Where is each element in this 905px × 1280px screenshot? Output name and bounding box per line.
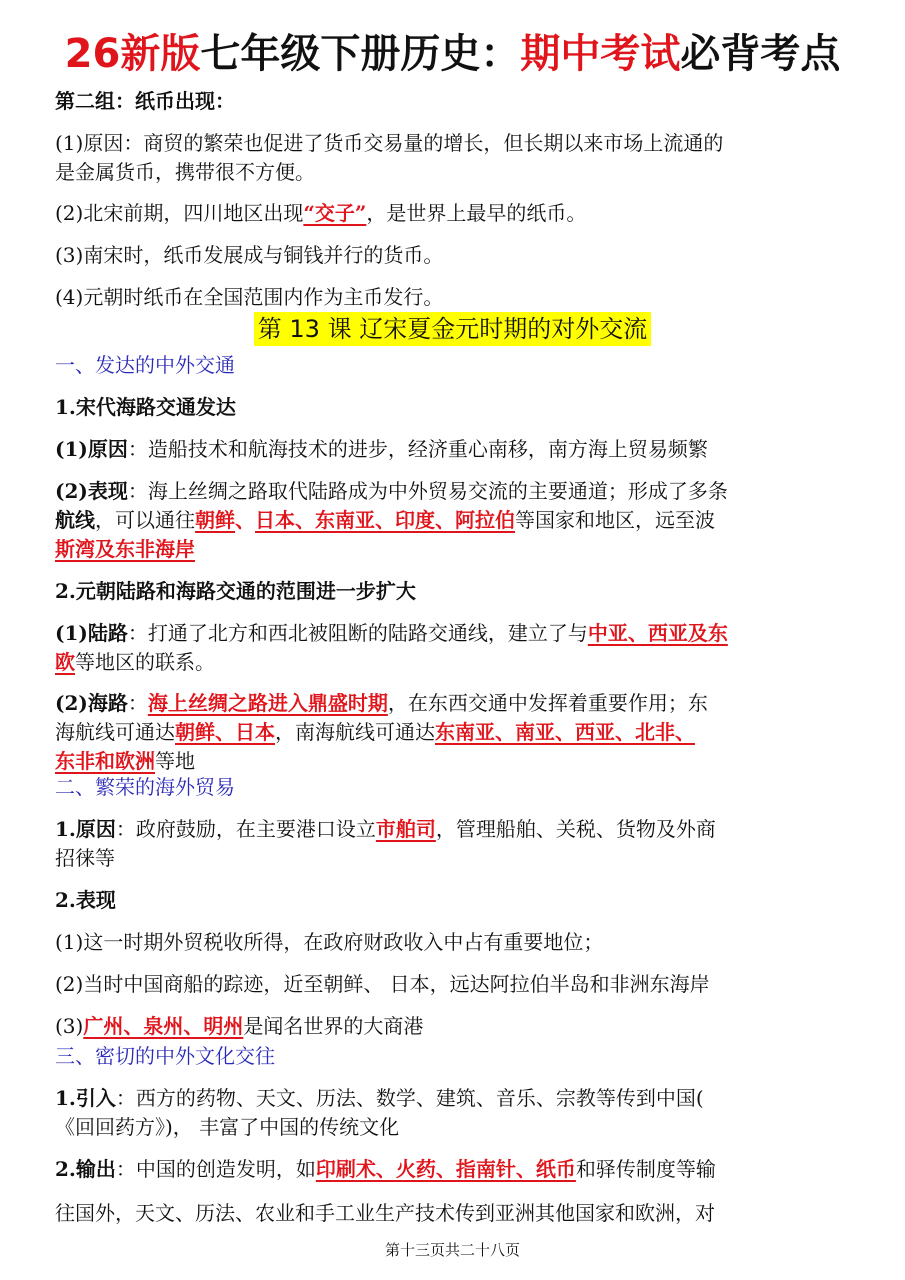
- sea-text-c: ，南海航线可通达: [275, 720, 435, 744]
- export-text-a: ：中国的创造发明，如: [115, 1157, 316, 1181]
- page-footer: 第十三页共二十八页: [384, 1241, 520, 1259]
- jiaozi-highlight: “交子”: [303, 201, 367, 225]
- sea-text-b: 海航线可通达: [55, 720, 175, 744]
- export-label: 2.输出: [55, 1157, 116, 1181]
- ports-highlight: 广州、泉州、明州: [83, 1014, 244, 1038]
- export-highlight-inventions: 印刷术、火药、指南针、纸币: [315, 1157, 576, 1181]
- paper-money-yuan: (4)元朝时纸币在全国范围内作为主币发行。: [55, 285, 444, 309]
- land-highlight-2: 欧: [55, 650, 75, 674]
- section-2-heading: 二、繁荣的海外贸易: [55, 775, 235, 799]
- sea-highlight-east: 朝鲜、日本: [175, 720, 275, 744]
- paper-money-southern-song: (3)南宋时，纸币发展成与铜钱并行的货币。: [55, 243, 444, 267]
- export-text-b: 和驿传制度等输: [575, 1157, 716, 1181]
- section-3-import-line2: 《回回药方》)， 丰富了中国的传统文化: [55, 1115, 400, 1139]
- reason-text: ：造船技术和航海技术的进步，经济重心南移，南方海上贸易频繁: [127, 437, 708, 461]
- title-points: 必背考点: [680, 31, 841, 77]
- land-highlight-1: 中亚、西亚及东: [587, 621, 728, 645]
- routes-highlight-persian-gulf: 斯湾及东非海岸: [55, 537, 195, 561]
- section-2-performance-3: [55, 1011, 855, 1041]
- section-2-performance-2: (2)当时中国商船的踪迹，近至朝鲜、 日本，远达阿拉伯半岛和非洲东海岸: [55, 972, 710, 996]
- section-2-reason-line1: [55, 814, 855, 844]
- land-label: (1)陆路: [55, 621, 128, 645]
- section-1-sub-2-heading: 2.元朝陆路和海路交通的范围进一步扩大: [55, 579, 416, 603]
- land-text-a: ：打通了北方和西北被阻断的陆路交通线，建立了与: [127, 621, 588, 645]
- section-1-heading: 一、发达的中外交通: [55, 353, 235, 377]
- routes-bold: 航线: [55, 508, 95, 532]
- trade-reason-label: 1.原因: [55, 817, 116, 841]
- lesson-banner-wrap: [0, 312, 905, 346]
- ports-text: 是闻名世界的大商港: [243, 1014, 424, 1038]
- trade-highlight-shibosi: 市舶司: [375, 817, 436, 841]
- title-edition: 26新版: [64, 31, 201, 77]
- jiaozi-text-a: (2)北宋前期，四川地区出现: [55, 201, 304, 225]
- ports-num: (3): [55, 1014, 84, 1038]
- trade-reason-text-a: ：政府鼓励，在主要港口设立: [115, 817, 376, 841]
- routes-highlight-korea: 朝鲜: [195, 508, 235, 532]
- section-1-sub-1-heading: 1.宋代海路交通发达: [55, 395, 236, 419]
- section-1-sub-1-performance-line2: [55, 505, 855, 535]
- title-subject: 七年级下册历史：: [200, 31, 521, 77]
- routes-text-c: 等国家和地区，远至波: [515, 508, 715, 532]
- reason-label: (1)原因: [55, 437, 128, 461]
- sea-highlight-peak: 海上丝绸之路进入鼎盛时期: [147, 691, 388, 715]
- section-3-heading: 三、密切的中外文化交往: [55, 1044, 275, 1068]
- section-1-sub-2-land-line2: [55, 647, 855, 677]
- section-1-sub-1-performance-line1: [55, 476, 855, 506]
- section-1-sub-2-sea-line1: [55, 688, 855, 718]
- page-title: [0, 22, 905, 79]
- sea-label: (2)海路: [55, 691, 128, 715]
- section-1-sub-1-reason: [55, 434, 855, 464]
- section-2-performance-heading: 2.表现: [55, 888, 116, 912]
- import-label: 1.引入: [55, 1086, 116, 1110]
- sea-highlight-south: 东南亚、南亚、西亚、北非、: [435, 720, 695, 744]
- section-3-export-line2: 往国外，天文、历法、农业和手工业生产技术传到亚洲其他国家和欧洲，对: [55, 1201, 715, 1225]
- section-1-sub-2-sea-line2: [55, 717, 855, 747]
- sea-text-a: ，在东西交通中发挥着重要作用；东: [387, 691, 708, 715]
- paper-money-jiaozi: [55, 198, 855, 228]
- routes-highlight-countries: 日本、东南亚、印度、阿拉伯: [255, 508, 515, 532]
- routes-separator: 、: [235, 508, 255, 532]
- lesson-title: 第 13 课 辽宋夏金元时期的对外交流: [254, 312, 651, 346]
- sea-sep: ：: [127, 691, 148, 715]
- performance-text-1: ：海上丝绸之路取代陆路成为中外贸易交流的主要通道；形成了多条: [127, 479, 728, 503]
- paper-money-reason-line1: (1)原因：商贸的繁荣也促进了货币交易量的增长，但长期以来市场上流通的: [55, 131, 724, 155]
- jiaozi-text-b: ，是世界上最早的纸币。: [366, 201, 587, 225]
- section-1-sub-1-performance-line3: [55, 534, 855, 564]
- section-2-reason-line2: 招徕等: [55, 846, 115, 870]
- section-3-export-line1: [55, 1154, 855, 1184]
- performance-label: (2)表现: [55, 479, 128, 503]
- trade-reason-text-b: ，管理船舶、关税、货物及外商: [435, 817, 716, 841]
- import-text-1: ：西方的药物、天文、历法、数学、建筑、音乐、宗教等传到中国(: [115, 1086, 704, 1110]
- paper-money-reason-line2: 是金属货币，携带很不方便。: [55, 160, 315, 184]
- routes-text-a: ，可以通往: [95, 508, 195, 532]
- section-2-performance-1: (1)这一时期外贸税收所得，在政府财政收入中占有重要地位；: [55, 930, 604, 954]
- paper-money-heading: 第二组：纸币出现：: [55, 89, 235, 113]
- section-3-import-line1: [55, 1083, 855, 1113]
- land-text-b: 等地区的联系。: [75, 650, 215, 674]
- sea-highlight-europe: 东非和欧洲: [55, 749, 155, 773]
- sea-text-d: 等地: [155, 749, 195, 773]
- title-exam: 期中考试: [520, 31, 681, 77]
- section-1-sub-2-land-line1: [55, 618, 855, 648]
